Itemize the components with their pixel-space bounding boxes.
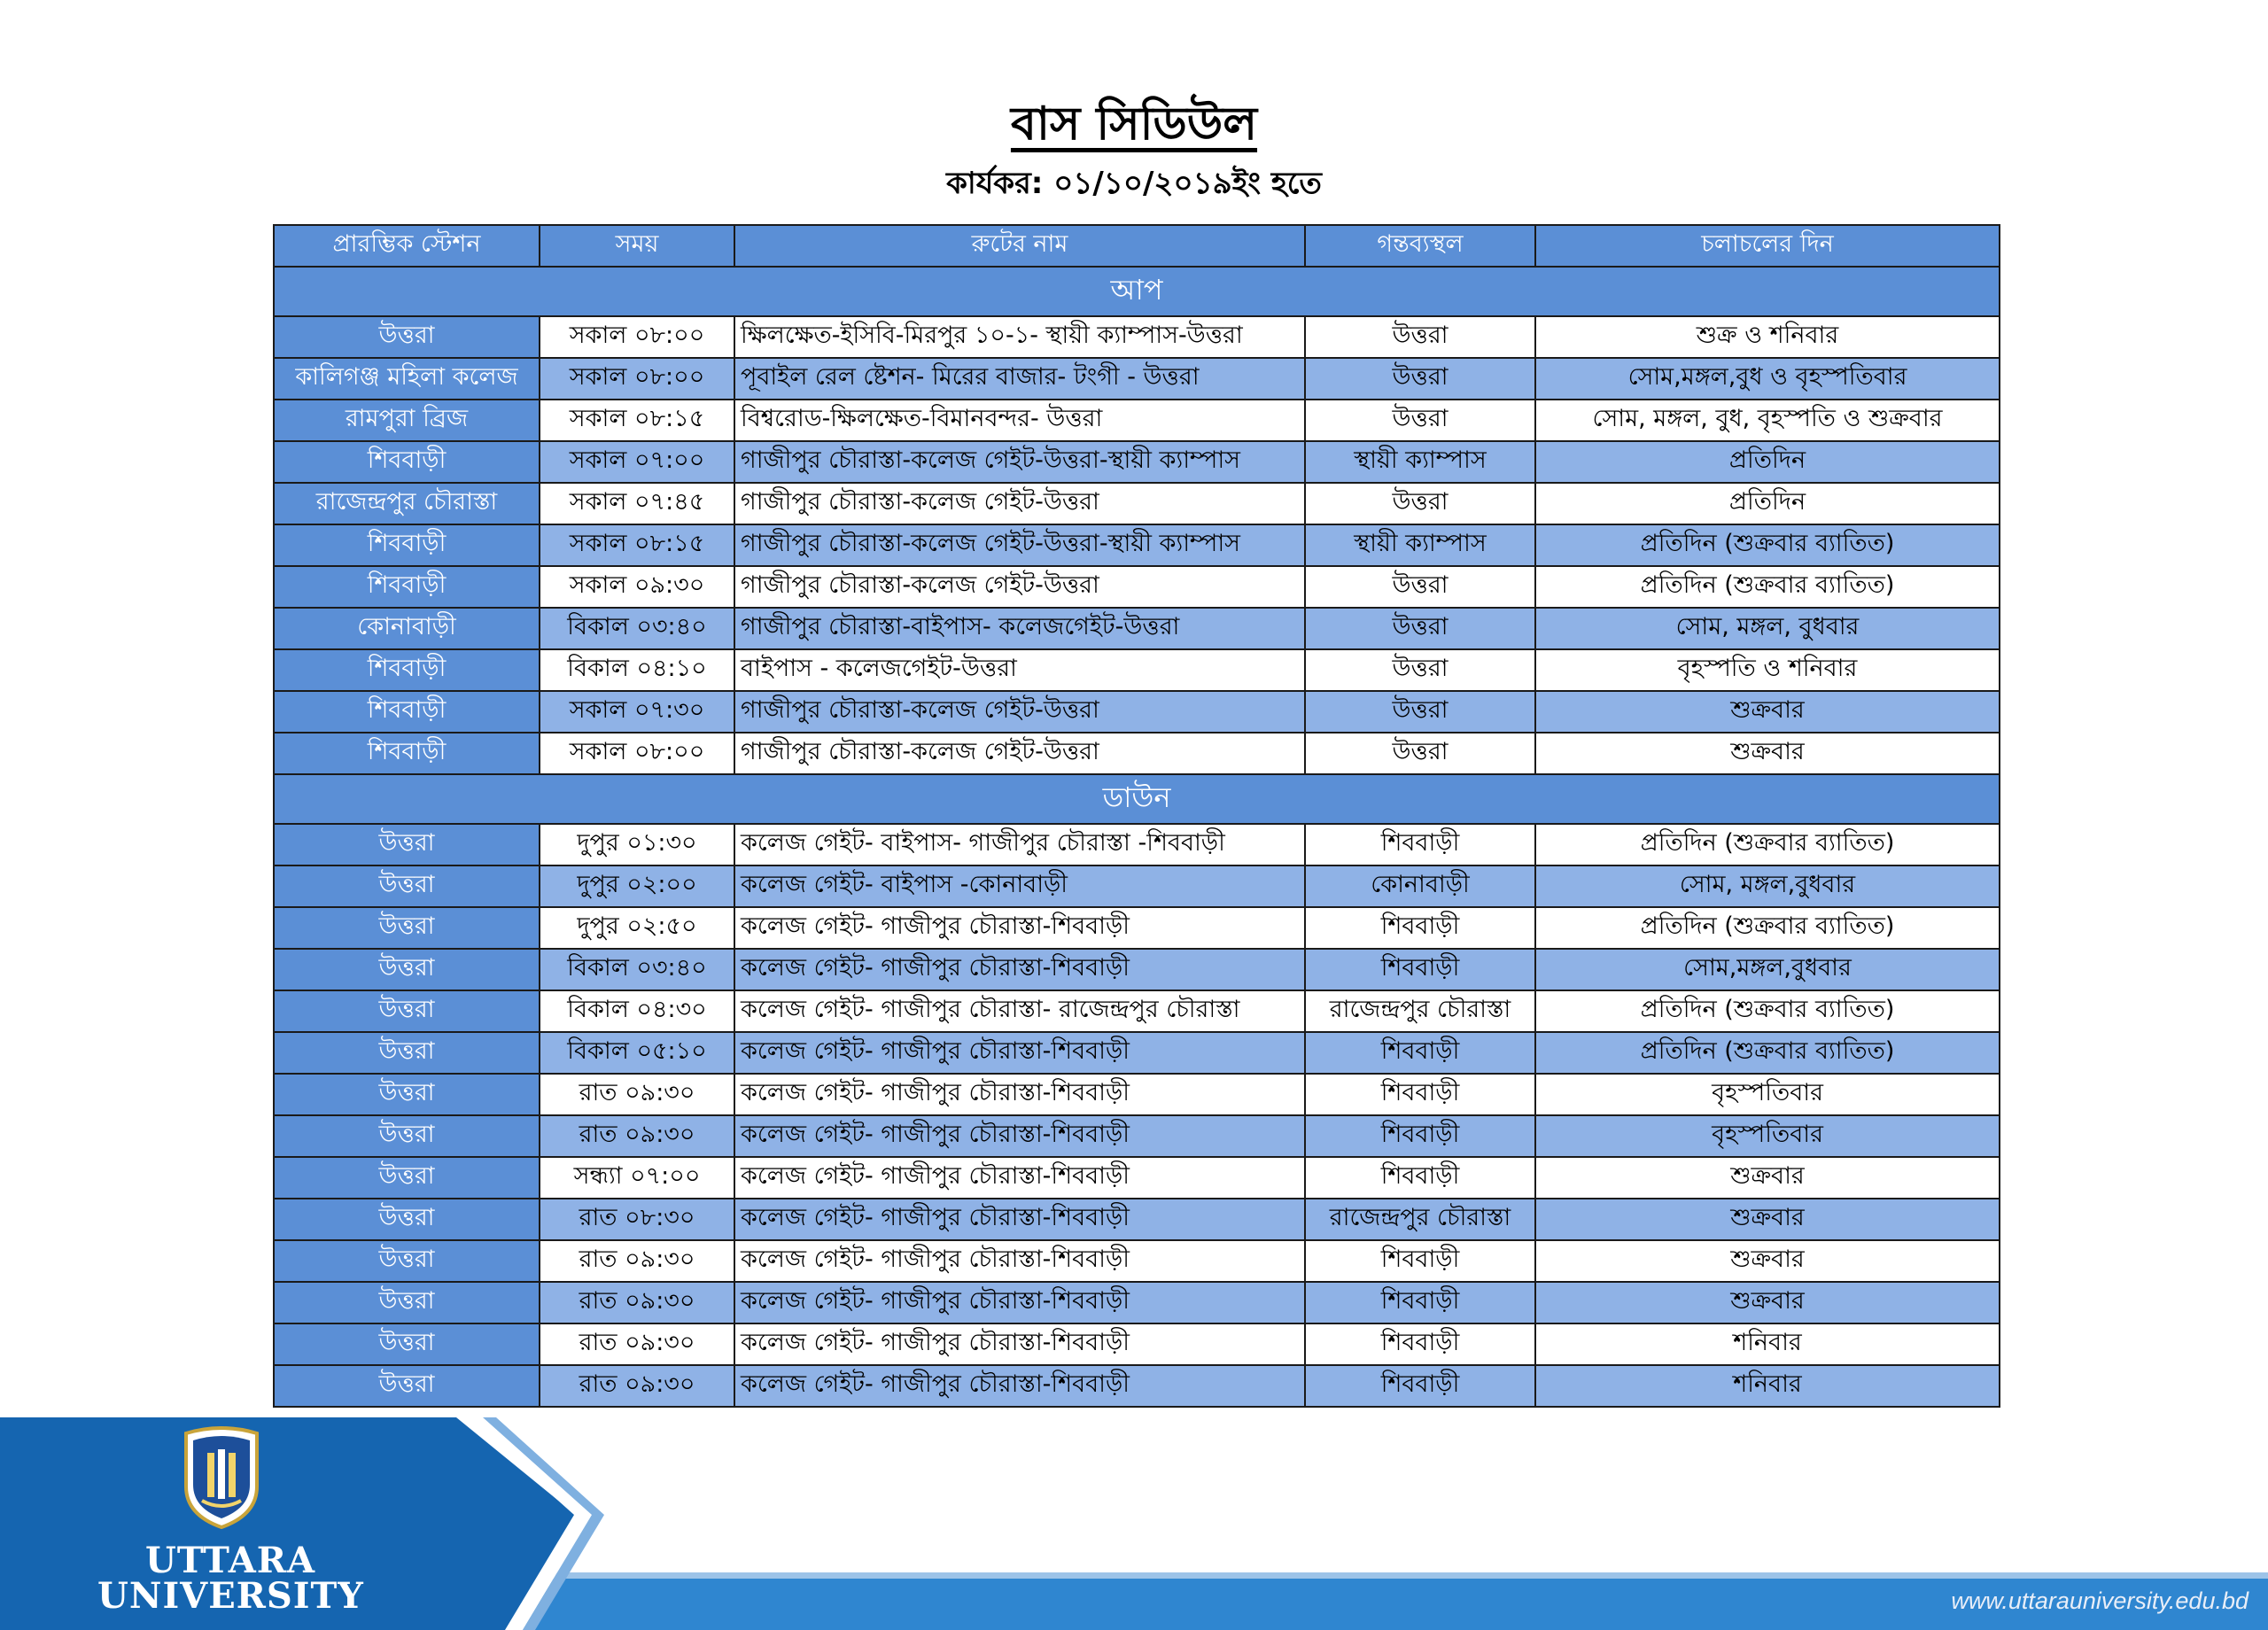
cell-station: উত্তরা	[274, 316, 540, 358]
table-row	[274, 358, 2000, 400]
cell-time: বিকাল ০৪:১০	[540, 649, 734, 691]
table-row	[274, 907, 2000, 949]
cell-time: রাত ০৯:৩০	[540, 1282, 734, 1323]
cell-time: সকাল ০৭:৩০	[540, 691, 734, 733]
table-row	[274, 566, 2000, 608]
cell-days: শুক্রবার	[1535, 1157, 2000, 1199]
table-header-row	[274, 225, 2000, 267]
cell-time: সকাল ০৮:০০	[540, 316, 734, 358]
cell-station: উত্তরা	[274, 949, 540, 990]
cell-route: কলেজ গেইট- গাজীপুর চৌরাস্তা-শিববাড়ী	[734, 1074, 1305, 1115]
website-url: www.uttarauniversity.edu.bd	[1951, 1587, 2249, 1614]
cell-route: কলেজ গেইট- গাজীপুর চৌরাস্তা-শিববাড়ী	[734, 1240, 1305, 1282]
section-label: আপ	[274, 267, 2000, 316]
table-row	[274, 649, 2000, 691]
cell-time: দুপুর ০১:৩০	[540, 824, 734, 865]
col-header-station: প্রারম্ভিক স্টেশন	[274, 225, 540, 267]
cell-route: বাইপাস - কলেজগেইট-উত্তরা	[734, 649, 1305, 691]
cell-days: বৃহস্পতিবার	[1535, 1115, 2000, 1157]
cell-days: সোম,মঙ্গল,বুধবার	[1535, 949, 2000, 990]
cell-destination: শিববাড়ী	[1305, 1323, 1535, 1365]
cell-time: সন্ধ্যা ০৭:০০	[540, 1157, 734, 1199]
cell-time: সকাল ০৮:০০	[540, 733, 734, 774]
cell-destination: শিববাড়ী	[1305, 1365, 1535, 1407]
table-row	[274, 865, 2000, 907]
table-row	[274, 608, 2000, 649]
university-logo-text	[97, 1540, 364, 1617]
cell-days: শুক্রবার	[1535, 1240, 2000, 1282]
cell-time: সকাল ০৮:০০	[540, 358, 734, 400]
table-row	[274, 733, 2000, 774]
cell-route: গাজীপুর চৌরাস্তা-কলেজ গেইট-উত্তরা-স্থায়ী ক্যাম্পাস	[734, 524, 1305, 566]
cell-station: উত্তরা	[274, 1115, 540, 1157]
cell-time: বিকাল ০৪:৩০	[540, 990, 734, 1032]
table-row	[274, 990, 2000, 1032]
cell-route: বিশ্বরোড-ক্ষিলক্ষেত-বিমানবন্দর- উত্তরা	[734, 400, 1305, 441]
cell-time: সকাল ০৯:৩০	[540, 566, 734, 608]
col-header-destination: গন্তব্যস্থল	[1305, 225, 1535, 267]
cell-days: প্রতিদিন (শুক্রবার ব্যাতিত)	[1535, 990, 2000, 1032]
cell-station: রামপুরা ব্রিজ	[274, 400, 540, 441]
cell-days: সোম,মঙ্গল,বুধ ও বৃহস্পতিবার	[1535, 358, 2000, 400]
cell-days: শুক্রবার	[1535, 1199, 2000, 1240]
table-row	[274, 1115, 2000, 1157]
col-header-route: রুটের নাম	[734, 225, 1305, 267]
cell-route: ক্ষিলক্ষেত-ইসিবি-মিরপুর ১০-১- স্থায়ী ক্যাম্পাস-উত্তরা	[734, 316, 1305, 358]
cell-time: সকাল ০৭:৪৫	[540, 483, 734, 524]
effective-date: কার্যকর: ০১/১০/২০১৯ইং হতে	[946, 166, 1322, 201]
cell-days: প্রতিদিন (শুক্রবার ব্যাতিত)	[1535, 824, 2000, 865]
cell-destination: শিববাড়ী	[1305, 1032, 1535, 1074]
cell-destination: উত্তরা	[1305, 483, 1535, 524]
table-row	[274, 1199, 2000, 1240]
table-row	[274, 824, 2000, 865]
cell-time: সকাল ০৮:১৫	[540, 400, 734, 441]
cell-station: উত্তরা	[274, 1323, 540, 1365]
cell-destination: শিববাড়ী	[1305, 1157, 1535, 1199]
cell-route: কলেজ গেইট- গাজীপুর চৌরাস্তা-শিববাড়ী	[734, 1323, 1305, 1365]
table-row	[274, 691, 2000, 733]
cell-destination: উত্তরা	[1305, 566, 1535, 608]
university-crest-icon	[177, 1426, 266, 1531]
table-row	[274, 1157, 2000, 1199]
cell-station: শিববাড়ী	[274, 733, 540, 774]
cell-destination: শিববাড়ী	[1305, 907, 1535, 949]
cell-station: উত্তরা	[274, 824, 540, 865]
cell-time: সকাল ০৮:১৫	[540, 524, 734, 566]
cell-destination: স্থায়ী ক্যাম্পাস	[1305, 524, 1535, 566]
col-header-time: সময়	[540, 225, 734, 267]
cell-days: প্রতিদিন (শুক্রবার ব্যাতিত)	[1535, 907, 2000, 949]
cell-time: রাত ০৯:৩০	[540, 1240, 734, 1282]
cell-days: শনিবার	[1535, 1365, 2000, 1407]
cell-days: সোম, মঙ্গল, বুধবার	[1535, 608, 2000, 649]
cell-days: প্রতিদিন	[1535, 441, 2000, 483]
cell-days: শুক্রবার	[1535, 733, 2000, 774]
cell-route: গাজীপুর চৌরাস্তা-কলেজ গেইট-উত্তরা	[734, 733, 1305, 774]
cell-route: কলেজ গেইট- গাজীপুর চৌরাস্তা-শিববাড়ী	[734, 1115, 1305, 1157]
cell-days: সোম, মঙ্গল,বুধবার	[1535, 865, 2000, 907]
page-title	[0, 93, 2268, 155]
cell-route: কলেজ গেইট- গাজীপুর চৌরাস্তা- রাজেন্দ্রপুর চৌরাস্তা	[734, 990, 1305, 1032]
cell-station: উত্তরা	[274, 1240, 540, 1282]
cell-route: কলেজ গেইট- বাইপাস- গাজীপুর চৌরাস্তা -শিববাড়ী	[734, 824, 1305, 865]
cell-time: রাত ০৯:৩০	[540, 1115, 734, 1157]
cell-destination: উত্তরা	[1305, 400, 1535, 441]
cell-destination: শিববাড়ী	[1305, 824, 1535, 865]
cell-days: প্রতিদিন (শুক্রবার ব্যাতিত)	[1535, 1032, 2000, 1074]
table-body	[274, 267, 2000, 1407]
cell-route: গাজীপুর চৌরাস্তা-কলেজ গেইট-উত্তরা	[734, 483, 1305, 524]
cell-station: উত্তরা	[274, 990, 540, 1032]
table-row	[274, 316, 2000, 358]
cell-destination: উত্তরা	[1305, 733, 1535, 774]
cell-route: গাজীপুর চৌরাস্তা-বাইপাস- কলেজগেইট-উত্তরা	[734, 608, 1305, 649]
cell-station: উত্তরা	[274, 1365, 540, 1407]
cell-days: শুক্র ও শনিবার	[1535, 316, 2000, 358]
cell-route: কলেজ গেইট- গাজীপুর চৌরাস্তা-শিববাড়ী	[734, 1365, 1305, 1407]
cell-route: গাজীপুর চৌরাস্তা-কলেজ গেইট-উত্তরা	[734, 566, 1305, 608]
cell-destination: শিববাড়ী	[1305, 1074, 1535, 1115]
cell-time: রাত ০৮:৩০	[540, 1199, 734, 1240]
cell-station: উত্তরা	[274, 1282, 540, 1323]
cell-destination: উত্তরা	[1305, 608, 1535, 649]
cell-destination: উত্তরা	[1305, 691, 1535, 733]
table-row	[274, 483, 2000, 524]
cell-time: দুপুর ০২:০০	[540, 865, 734, 907]
table-row	[274, 524, 2000, 566]
table-row	[274, 441, 2000, 483]
cell-destination: রাজেন্দ্রপুর চৌরাস্তা	[1305, 1199, 1535, 1240]
cell-station: উত্তরা	[274, 1157, 540, 1199]
cell-route: গাজীপুর চৌরাস্তা-কলেজ গেইট-উত্তরা-স্থায়ী ক্যাম্পাস	[734, 441, 1305, 483]
cell-days: বৃহস্পতি ও শনিবার	[1535, 649, 2000, 691]
cell-time: সকাল ০৭:০০	[540, 441, 734, 483]
cell-station: উত্তরা	[274, 865, 540, 907]
cell-destination: শিববাড়ী	[1305, 1240, 1535, 1282]
cell-station: উত্তরা	[274, 1032, 540, 1074]
cell-route: কলেজ গেইট- গাজীপুর চৌরাস্তা-শিববাড়ী	[734, 1032, 1305, 1074]
cell-destination: উত্তরা	[1305, 316, 1535, 358]
cell-days: প্রতিদিন	[1535, 483, 2000, 524]
cell-destination: উত্তরা	[1305, 649, 1535, 691]
cell-time: বিকাল ০৫:১০	[540, 1032, 734, 1074]
cell-days: সোম, মঙ্গল, বুধ, বৃহস্পতি ও শুক্রবার	[1535, 400, 2000, 441]
cell-station: উত্তরা	[274, 1199, 540, 1240]
cell-destination: শিববাড়ী	[1305, 949, 1535, 990]
cell-time: বিকাল ০৩:৪০	[540, 608, 734, 649]
cell-station: শিববাড়ী	[274, 691, 540, 733]
cell-station: শিববাড়ী	[274, 566, 540, 608]
logo-line-2: UNIVERSITY	[97, 1575, 364, 1617]
cell-time: রাত ০৯:৩০	[540, 1365, 734, 1407]
cell-destination: শিববাড়ী	[1305, 1282, 1535, 1323]
cell-route: কলেজ গেইট- বাইপাস -কোনাবাড়ী	[734, 865, 1305, 907]
cell-destination: শিববাড়ী	[1305, 1115, 1535, 1157]
cell-destination: কোনাবাড়ী	[1305, 865, 1535, 907]
cell-route: পূবাইল রেল ষ্টেশন- মিরের বাজার- টংগী - উত্তরা	[734, 358, 1305, 400]
table-row	[274, 400, 2000, 441]
cell-days: বৃহস্পতিবার	[1535, 1074, 2000, 1115]
cell-time: রাত ০৯:৩০	[540, 1323, 734, 1365]
cell-destination: স্থায়ী ক্যাম্পাস	[1305, 441, 1535, 483]
cell-days: শুক্রবার	[1535, 691, 2000, 733]
section-row	[274, 774, 2000, 824]
cell-station: উত্তরা	[274, 907, 540, 949]
table-row	[274, 1240, 2000, 1282]
table-row	[274, 1032, 2000, 1074]
cell-station: উত্তরা	[274, 1074, 540, 1115]
cell-station: কালিগঞ্জ মহিলা কলেজ	[274, 358, 540, 400]
table-row	[274, 1074, 2000, 1115]
cell-route: কলেজ গেইট- গাজীপুর চৌরাস্তা-শিববাড়ী	[734, 907, 1305, 949]
title-text: বাস সিডিউল	[1010, 97, 1258, 151]
cell-days: প্রতিদিন (শুক্রবার ব্যাতিত)	[1535, 524, 2000, 566]
table-row	[274, 1323, 2000, 1365]
cell-route: কলেজ গেইট- গাজীপুর চৌরাস্তা-শিববাড়ী	[734, 949, 1305, 990]
cell-station: কোনাবাড়ী	[274, 608, 540, 649]
table-row	[274, 949, 2000, 990]
bus-schedule-table	[273, 224, 2000, 1408]
section-label: ডাউন	[274, 774, 2000, 824]
cell-station: রাজেন্দ্রপুর চৌরাস্তা	[274, 483, 540, 524]
table-row	[274, 1365, 2000, 1407]
cell-station: শিববাড়ী	[274, 649, 540, 691]
cell-route: গাজীপুর চৌরাস্তা-কলেজ গেইট-উত্তরা	[734, 691, 1305, 733]
cell-time: বিকাল ০৩:৪০	[540, 949, 734, 990]
table-row	[274, 1282, 2000, 1323]
cell-station: শিববাড়ী	[274, 524, 540, 566]
cell-route: কলেজ গেইট- গাজীপুর চৌরাস্তা-শিববাড়ী	[734, 1282, 1305, 1323]
cell-station: শিববাড়ী	[274, 441, 540, 483]
cell-time: দুপুর ০২:৫০	[540, 907, 734, 949]
section-row	[274, 267, 2000, 316]
cell-time: রাত ০৯:৩০	[540, 1074, 734, 1115]
cell-days: শুক্রবার	[1535, 1282, 2000, 1323]
logo-line-1: UTTARA	[144, 1540, 316, 1581]
cell-route: কলেজ গেইট- গাজীপুর চৌরাস্তা-শিববাড়ী	[734, 1199, 1305, 1240]
cell-destination: উত্তরা	[1305, 358, 1535, 400]
cell-destination: রাজেন্দ্রপুর চৌরাস্তা	[1305, 990, 1535, 1032]
col-header-days: চলাচলের দিন	[1535, 225, 2000, 267]
cell-route: কলেজ গেইট- গাজীপুর চৌরাস্তা-শিববাড়ী	[734, 1157, 1305, 1199]
cell-days: প্রতিদিন (শুক্রবার ব্যাতিত)	[1535, 566, 2000, 608]
cell-days: শনিবার	[1535, 1323, 2000, 1365]
